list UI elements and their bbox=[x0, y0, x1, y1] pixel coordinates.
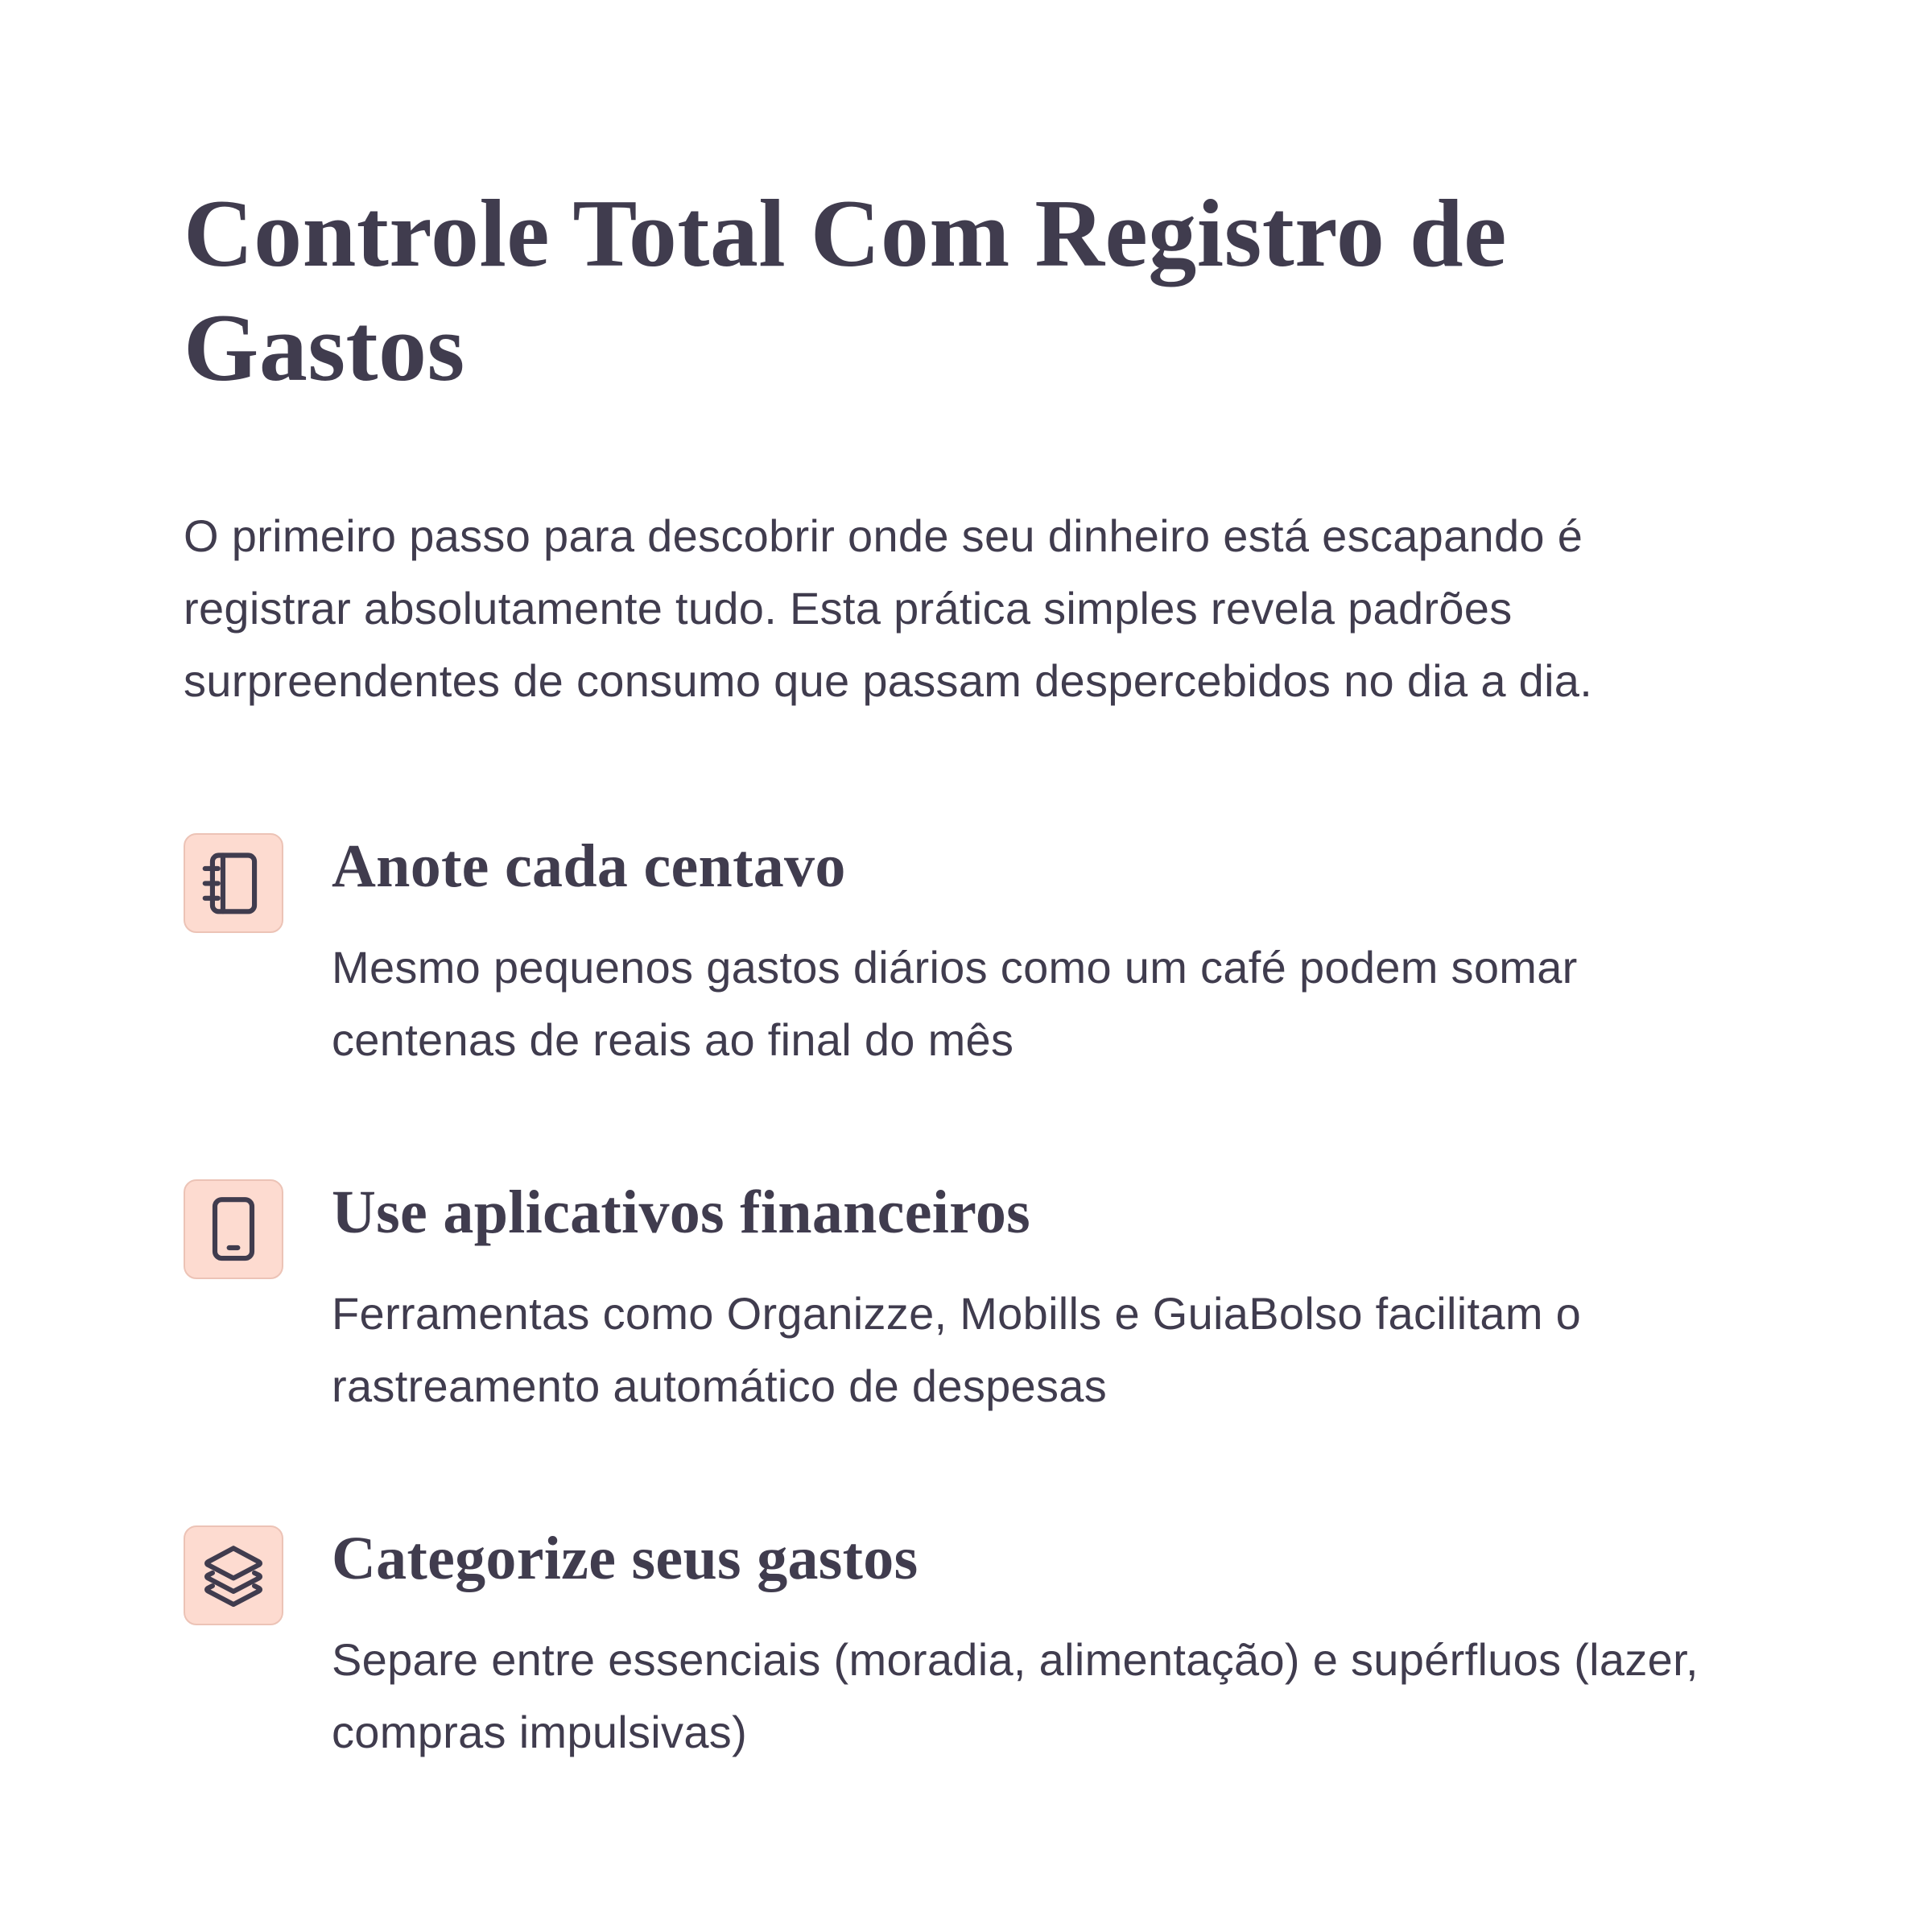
feature-title: Categorize seus gastos bbox=[332, 1525, 919, 1592]
content-section bbox=[184, 176, 1761, 1769]
intro-paragraph: O primeiro passo para descobrir onde seu dinheiro está escapando é registrar absolutamente tudo. Esta prática simples revela padrões surpreendentes de consumo que passam despercebidos no dia a dia. bbox=[184, 510, 1593, 706]
feature-icon-box bbox=[184, 1179, 283, 1279]
feature-description: Separe entre essenciais (moradia, alimentação) e supérfluos (lazer, compras impulsivas) bbox=[332, 1634, 1699, 1757]
feature-description: Ferramentas como Organizze, Mobills e GuiaBolso facilitam o rastreamento automático de despesas bbox=[332, 1288, 1582, 1411]
feature-body bbox=[332, 1176, 1761, 1422]
feature-title: Use aplicativos financeiros bbox=[332, 1179, 1030, 1246]
feature-item-anote bbox=[184, 830, 1761, 1076]
feature-body bbox=[332, 1522, 1761, 1769]
feature-icon-box bbox=[184, 1525, 283, 1625]
feature-icon-box bbox=[184, 833, 283, 933]
smartphone-icon bbox=[196, 1192, 270, 1266]
feature-item-aplicativos bbox=[184, 1176, 1761, 1422]
feature-list bbox=[184, 830, 1761, 1769]
feature-item-categorize bbox=[184, 1522, 1761, 1769]
feature-title: Anote cada centavo bbox=[332, 832, 846, 900]
layers-icon bbox=[196, 1538, 270, 1612]
feature-body bbox=[332, 830, 1761, 1076]
notebook-icon bbox=[196, 846, 270, 920]
page-title: Controle Total Com Registro de Gastos bbox=[184, 180, 1507, 401]
feature-description: Mesmo pequenos gastos diários como um café podem somar centenas de reais ao final do mês bbox=[332, 942, 1578, 1065]
